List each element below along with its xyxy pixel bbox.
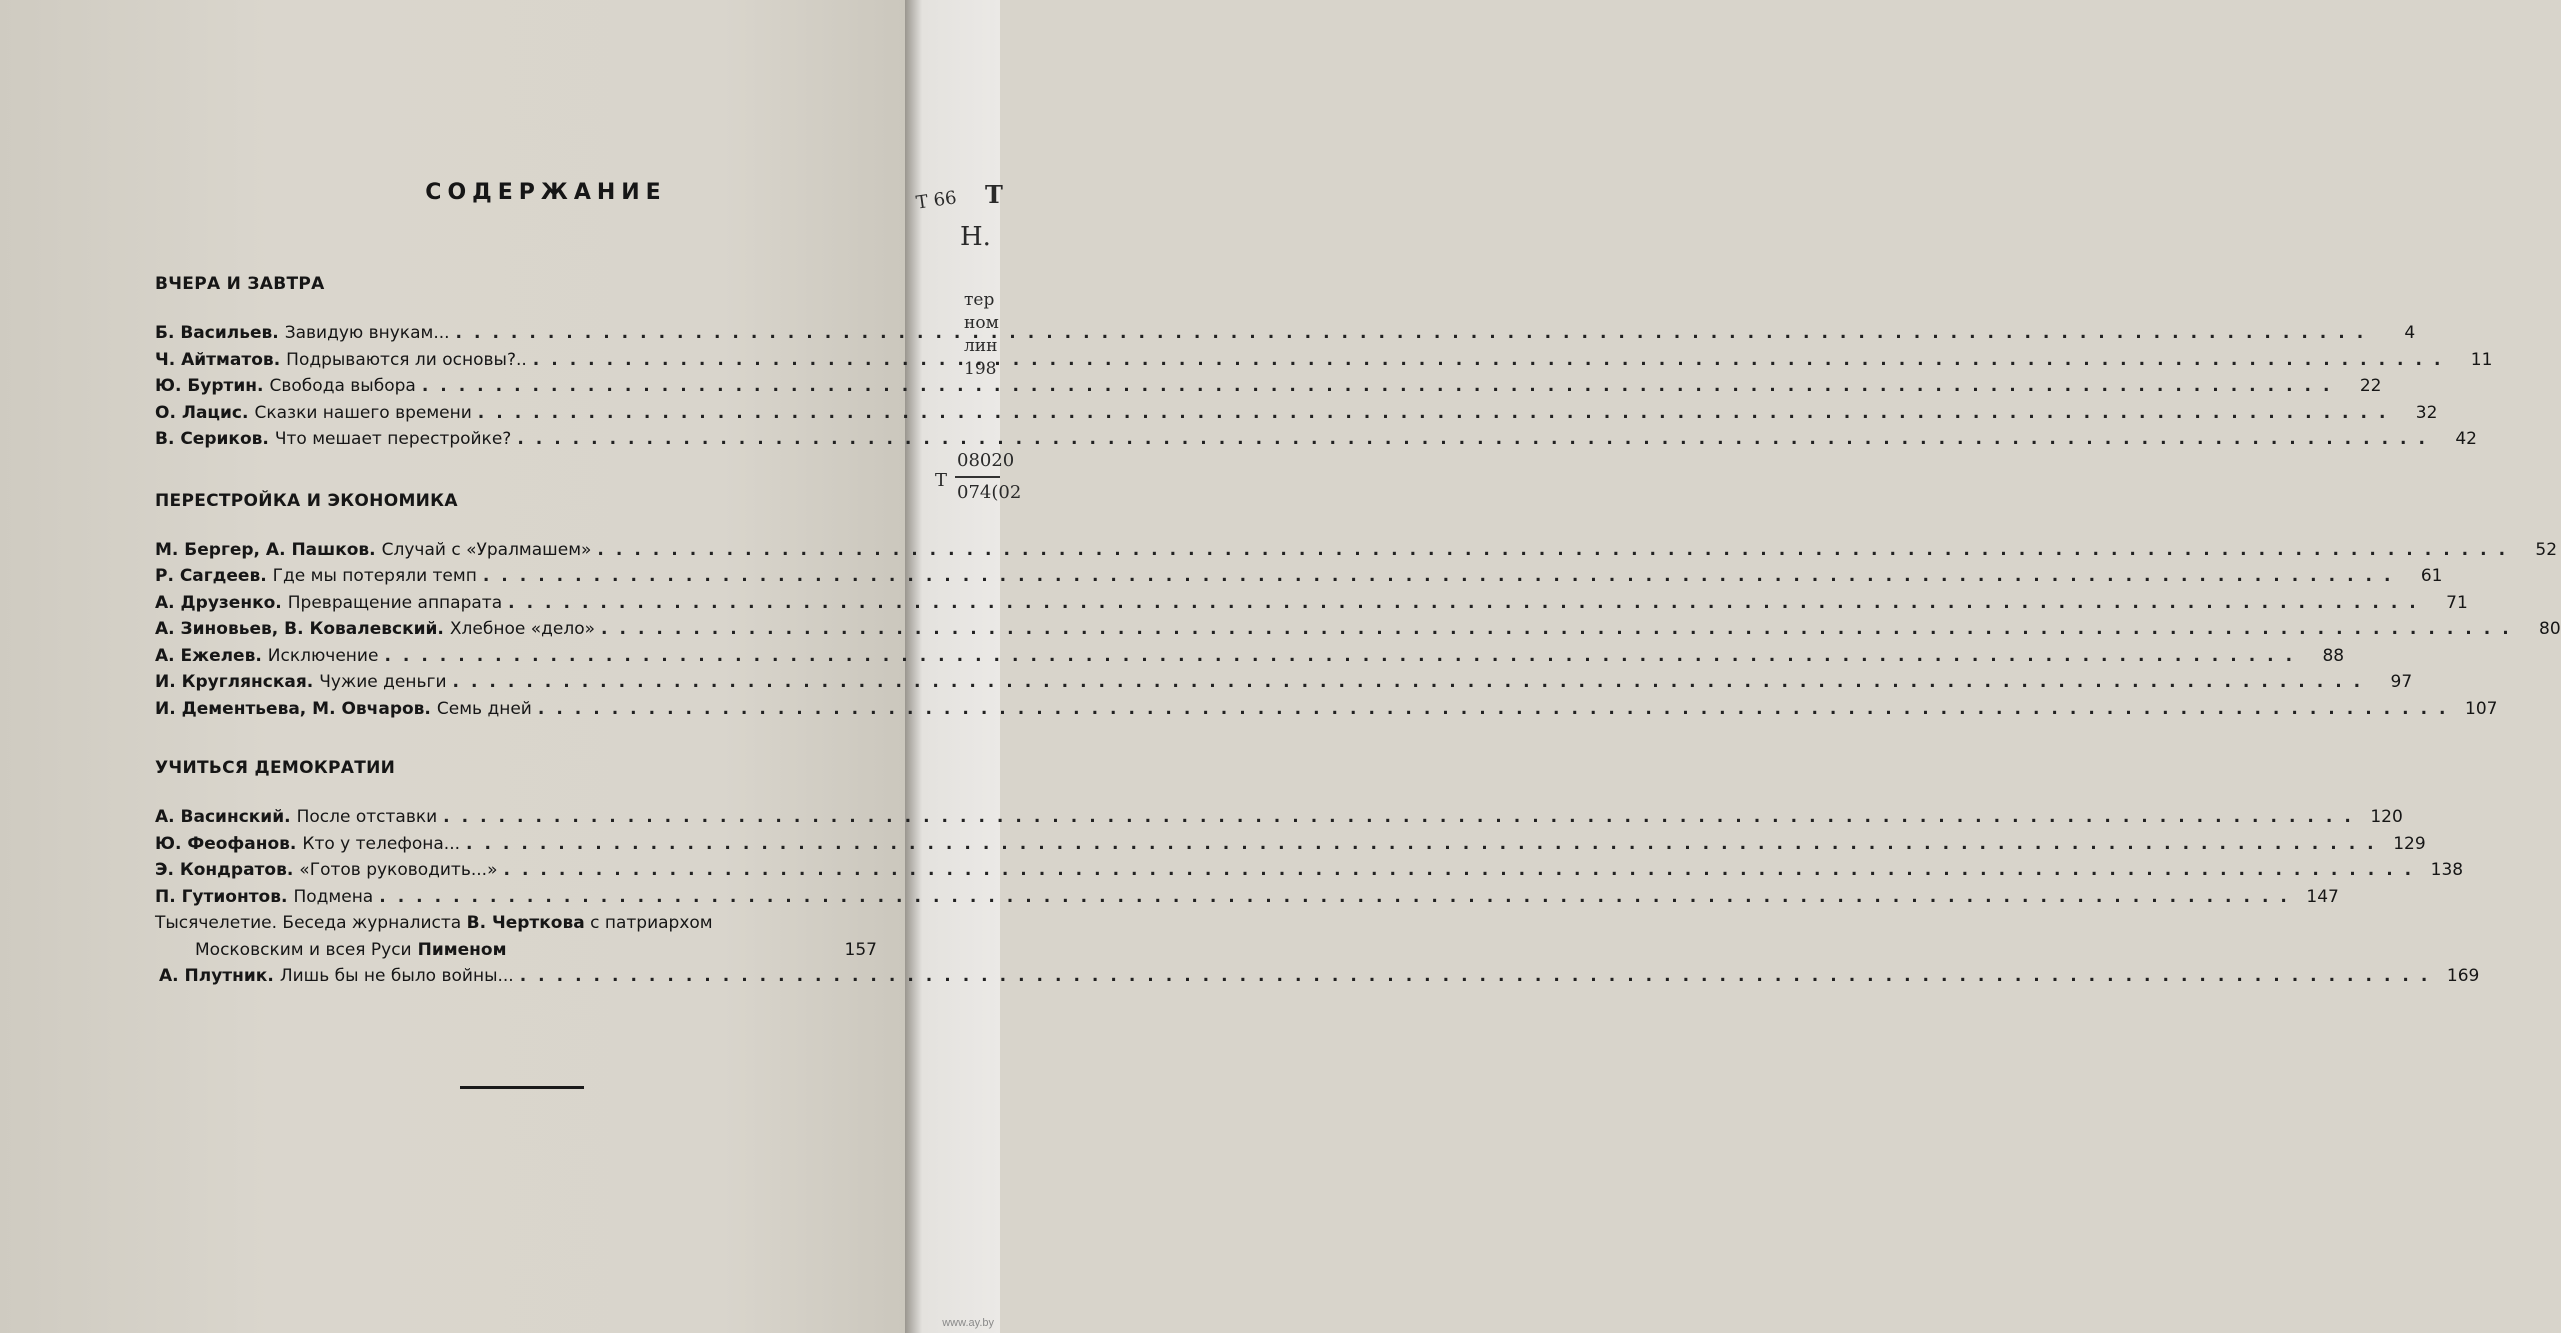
- entry-title: Сказки нашего времени: [254, 402, 472, 423]
- entry-title: Хлебное «дело»: [449, 619, 596, 639]
- toc-entry: [159, 963, 2480, 990]
- entry-title: Что мешает перестройке?: [274, 429, 512, 449]
- entry-title: Подрываются ли основы?..: [286, 349, 527, 370]
- entry-page: 61: [2420, 566, 2443, 586]
- interview-line2-prefix: Московским и всея Руси: [195, 939, 412, 960]
- entry-author: Ю. Буртин.: [155, 376, 264, 396]
- entry-title: «Готов руководить...»: [299, 860, 498, 880]
- entry-author: Ю. Феофанов.: [155, 833, 297, 854]
- interview-patriarch: Пименом: [417, 939, 507, 960]
- entry-title: Подмена: [293, 886, 374, 907]
- end-rule: [460, 1086, 584, 1089]
- entry-title: Семь дней: [436, 698, 532, 719]
- entry-author: И. Дементьева, М. Овчаров.: [155, 698, 431, 719]
- leader-dots: [520, 963, 2440, 990]
- entry-page: 52: [2535, 539, 2558, 560]
- facing-code: Т 66: [914, 187, 958, 214]
- entry-page: 71: [2446, 592, 2468, 613]
- entry-page: 129: [2393, 833, 2426, 854]
- interview-middle: с патриархом: [590, 913, 713, 933]
- leader-dots: [503, 857, 2423, 884]
- toc-entry: [155, 643, 2345, 670]
- entry-title: Завидую внукам...: [284, 323, 450, 343]
- entry-page: 4: [2404, 323, 2416, 343]
- toc-entry-interview: [155, 910, 877, 963]
- entry-title: Случай с «Уралмашем»: [381, 539, 592, 560]
- toc-entry: [155, 696, 2498, 723]
- entry-title: Кто у телефона...: [302, 833, 460, 854]
- entry-author: П. Гутионтов.: [155, 886, 288, 907]
- facing-catalog-t: Т: [935, 470, 948, 491]
- facing-catalog-bottom: 074(02: [957, 482, 1022, 503]
- toc-entry: [155, 857, 2464, 884]
- leader-dots: [422, 373, 2342, 400]
- toc-entry: [155, 884, 2339, 911]
- interview-line-2: [155, 937, 877, 964]
- section-3-list: [155, 804, 2480, 990]
- entry-author: Э. Кондратов.: [155, 860, 294, 880]
- entry-title: Свобода выбора: [269, 376, 416, 396]
- entry-title: Исключение: [267, 645, 379, 666]
- facing-line-4: 198: [964, 359, 997, 379]
- facing-corner: Т: [985, 180, 1003, 209]
- toc-entry: [155, 563, 2443, 590]
- entry-author: И. Круглянская.: [155, 672, 314, 692]
- toc-entry: [155, 426, 2477, 453]
- leader-dots: [478, 400, 2398, 427]
- entry-page: 11: [2470, 349, 2493, 370]
- entry-page: 107: [2465, 698, 2498, 719]
- toc-entry: [155, 804, 2403, 831]
- entry-title: Превращение аппарата: [287, 592, 503, 613]
- entry-author: Б. Васильев.: [155, 323, 279, 343]
- toc-entry: [155, 590, 2468, 617]
- leader-dots: [466, 831, 2386, 858]
- entry-author: А. Васинский.: [155, 807, 291, 827]
- leader-dots: [601, 616, 2521, 643]
- facing-catalog-top: 08020: [957, 450, 1015, 471]
- entry-author: М. Бергер, А. Пашков.: [155, 539, 376, 560]
- leader-dots: [384, 643, 2304, 670]
- entry-title: Где мы потеряли темп: [272, 566, 477, 586]
- entry-page: 42: [2455, 429, 2477, 449]
- entry-page: 169: [2446, 966, 2480, 986]
- entry-author: А. Зиновьев, В. Ковалевский.: [155, 619, 444, 639]
- entry-title: Лишь бы не было войны...: [279, 966, 514, 986]
- leader-dots: [517, 426, 2437, 453]
- entry-page: 120: [2370, 807, 2403, 827]
- entry-page: 88: [2322, 645, 2345, 666]
- facing-line-2: ном: [964, 313, 999, 333]
- section-title-1: ВЧЕРА И ЗАВТРА: [155, 274, 325, 294]
- toc-entry: [155, 669, 2413, 696]
- section-2-list: [155, 537, 2561, 723]
- entry-page: 157: [844, 939, 877, 960]
- leader-dots: [533, 347, 2453, 374]
- leader-dots: [443, 804, 2363, 831]
- toc-entry: [155, 616, 2561, 643]
- section-title-2: ПЕРЕСТРОЙКА И ЭКОНОМИКА: [155, 490, 458, 511]
- entry-page: 80: [2539, 619, 2561, 639]
- section-title-3: УЧИТЬСЯ ДЕМОКРАТИИ: [155, 758, 396, 778]
- toc-entry: [155, 400, 2438, 427]
- entry-page: 97: [2390, 672, 2413, 692]
- entry-title: После отставки: [296, 807, 438, 827]
- facing-letter: Н.: [960, 222, 991, 252]
- entry-author: А. Плутник.: [159, 966, 274, 986]
- facing-catalog-rule: [955, 476, 1000, 478]
- leader-dots: [508, 590, 2428, 617]
- facing-line-3: лин: [964, 336, 998, 356]
- entry-author: А. Ежелев.: [155, 645, 262, 666]
- interview-prefix: Тысячелетие. Беседа журналиста: [155, 913, 462, 933]
- toc-entry: [155, 831, 2426, 858]
- entry-page: 138: [2430, 860, 2464, 880]
- page-title: СОДЕРЖАНИЕ: [425, 180, 667, 205]
- entry-author: О. Лацис.: [155, 402, 249, 423]
- leader-dots: [453, 669, 2373, 696]
- leader-dots: [597, 537, 2517, 564]
- entry-author: Р. Сагдеев.: [155, 566, 267, 586]
- leader-dots: [456, 320, 2376, 347]
- entry-author: В. Сериков.: [155, 429, 269, 449]
- watermark: www.ay.by: [942, 1317, 994, 1329]
- entry-page: 147: [2306, 886, 2339, 907]
- entry-page: 32: [2415, 402, 2438, 423]
- interview-journalist: В. Черткова: [466, 913, 585, 933]
- entry-title: Чужие деньги: [319, 672, 447, 692]
- interview-line-1: [155, 910, 877, 937]
- facing-line-1: тер: [964, 290, 995, 310]
- entry-author: Ч. Айтматов.: [155, 349, 281, 370]
- leader-dots: [483, 563, 2403, 590]
- entry-page: 22: [2359, 376, 2382, 396]
- leader-dots: [379, 884, 2299, 911]
- entry-author: А. Друзенко.: [155, 592, 282, 613]
- leader-dots: [538, 696, 2458, 723]
- toc-entry: [155, 373, 2382, 400]
- toc-entry: [155, 537, 2558, 564]
